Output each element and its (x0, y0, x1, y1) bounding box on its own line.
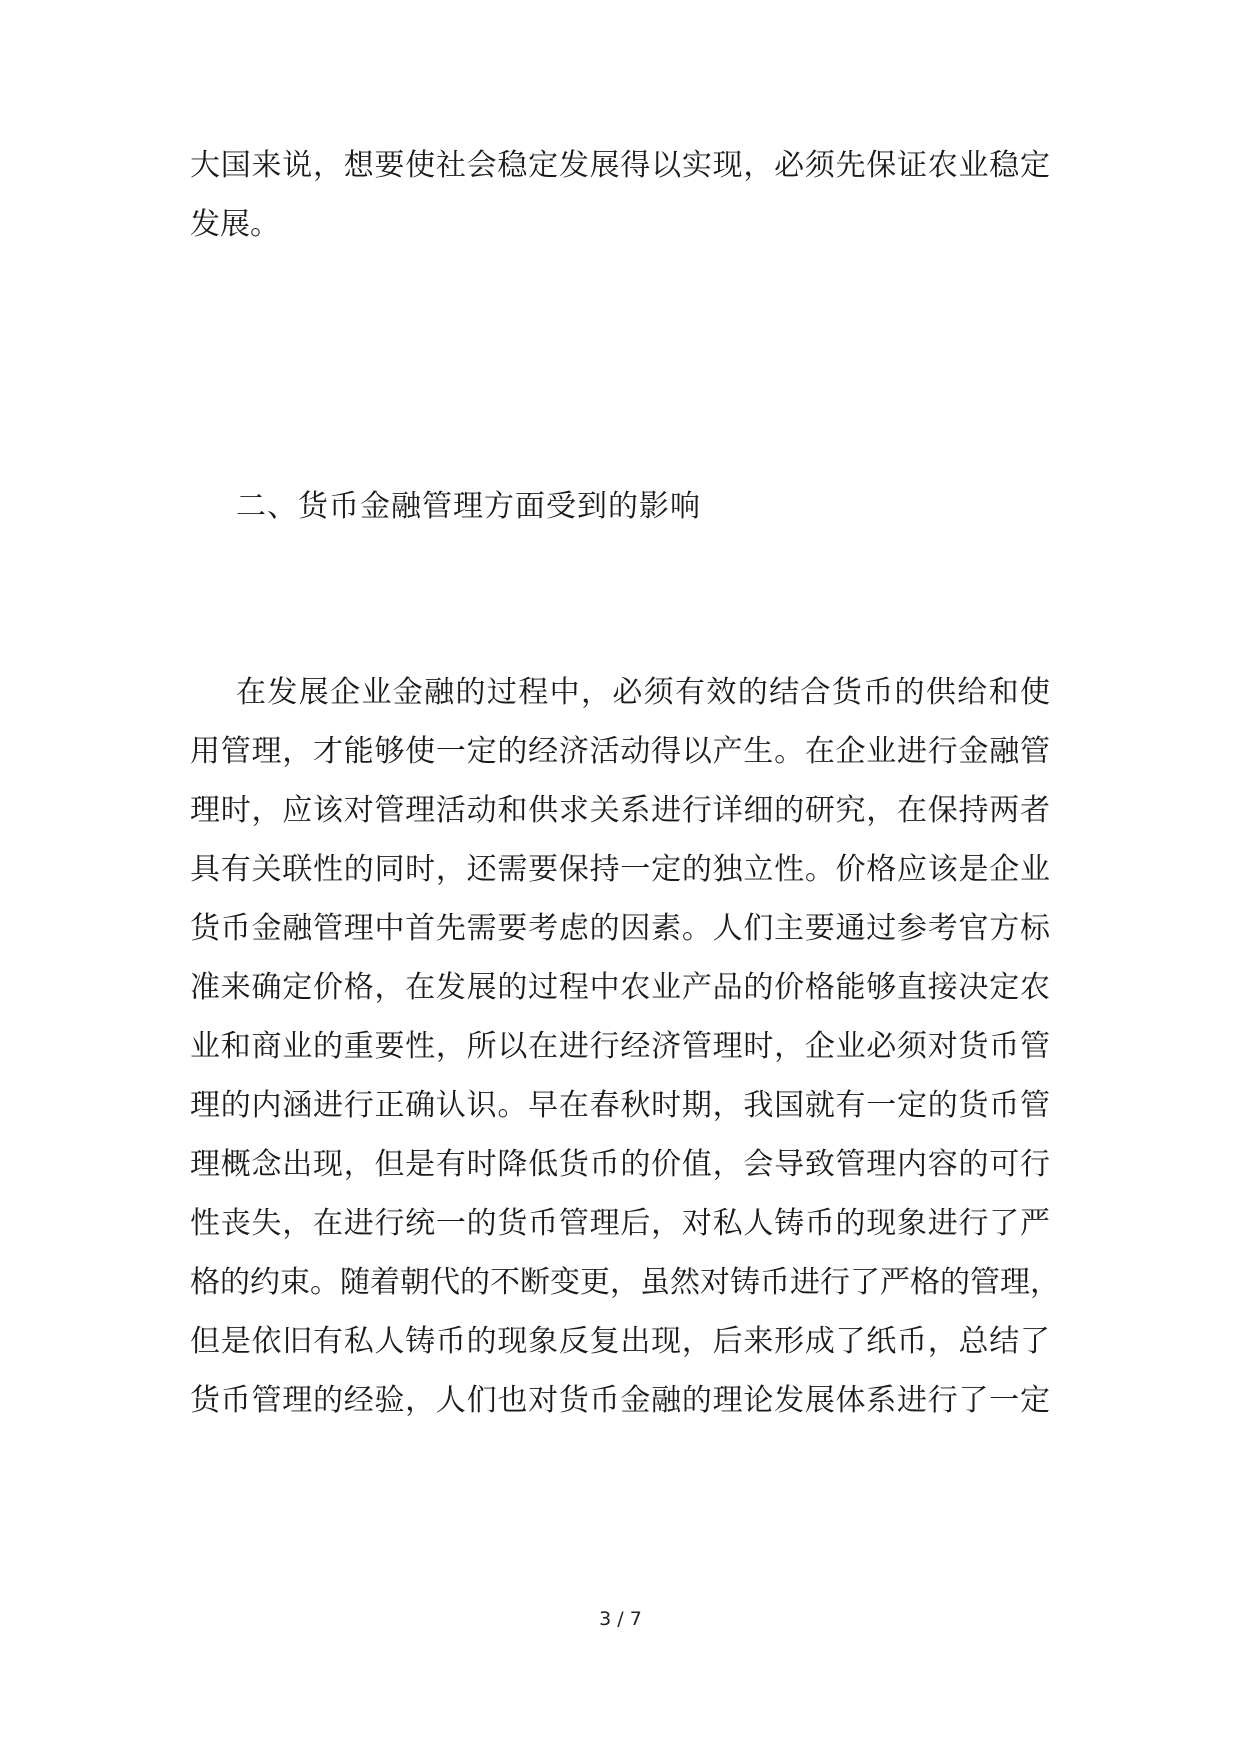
body-text-line: 性丧失，在进行统一的货币管理后，对私人铸币的现象进行了严 (190, 1206, 1050, 1241)
body-text-line: 理时，应该对管理活动和供求关系进行详细的研究，在保持两者 (190, 793, 1050, 828)
body-text-line: 用管理，才能够使一定的经济活动得以产生。在企业进行金融管 (190, 734, 1050, 769)
body-text-line: 理概念出现，但是有时降低货币的价值，会导致管理内容的可行 (190, 1147, 1050, 1182)
body-text-line: 大国来说，想要使社会稳定发展得以实现，必须先保证农业稳定 (190, 148, 1050, 183)
body-text-line: 具有关联性的同时，还需要保持一定的独立性。价格应该是企业 (190, 852, 1050, 887)
body-text-line: 但是依旧有私人铸币的现象反复出现，后来形成了纸币，总结了 (190, 1324, 1050, 1359)
body-text-line: 格的约束。随着朝代的不断变更，虽然对铸币进行了严格的管理， (190, 1265, 1060, 1300)
page-number: 3 / 7 (599, 1608, 642, 1630)
body-text-line: 货币金融管理中首先需要考虑的因素。人们主要通过参考官方标 (190, 911, 1050, 946)
body-text-line: 货币管理的经验，人们也对货币金融的理论发展体系进行了一定 (190, 1383, 1050, 1418)
body-text-line: 理的内涵进行正确认识。早在春秋时期，我国就有一定的货币管 (190, 1088, 1050, 1123)
body-text-line: 在发展企业金融的过程中，必须有效的结合货币的供给和使 (236, 675, 1050, 710)
body-text-line: 发展。 (190, 207, 280, 242)
body-text-line: 准来确定价格，在发展的过程中农业产品的价格能够直接决定农 (190, 970, 1050, 1005)
section-heading: 二、货币金融管理方面受到的影响 (236, 489, 701, 524)
body-text-line: 业和商业的重要性，所以在进行经济管理时，企业必须对货币管 (190, 1029, 1050, 1064)
